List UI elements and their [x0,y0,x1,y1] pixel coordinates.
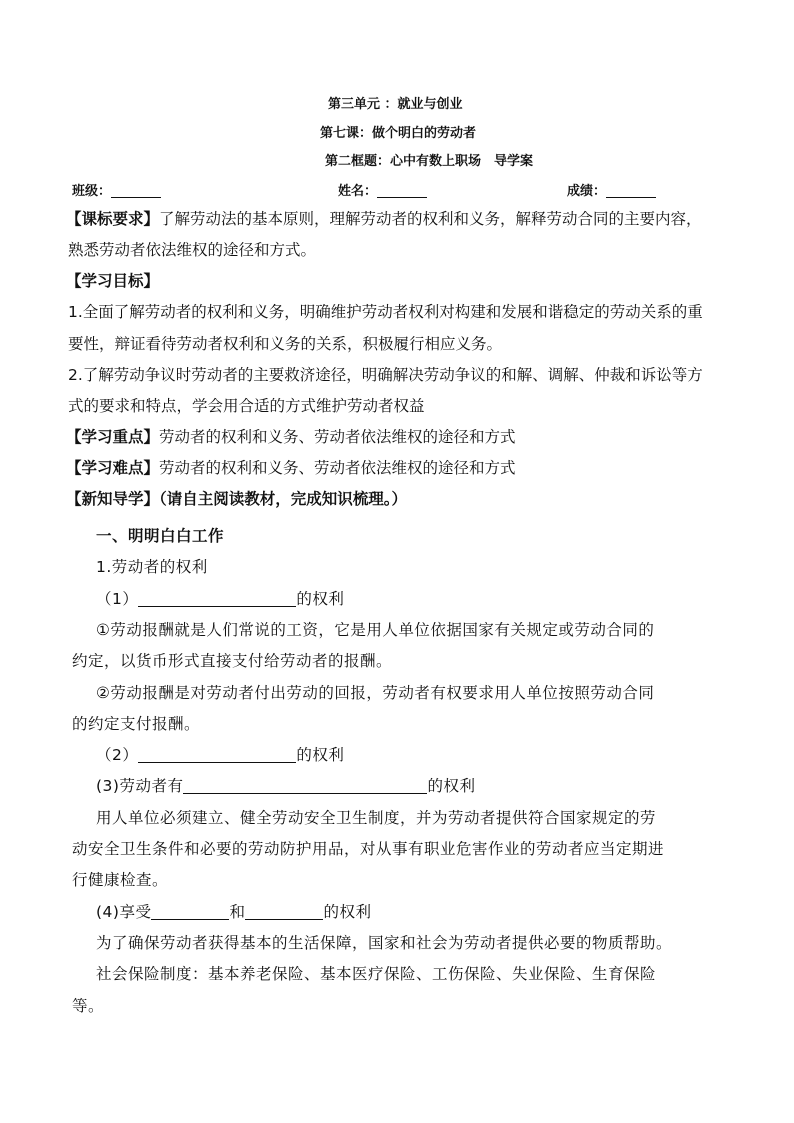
goal-1-line-2: 要性，辩证看待劳动者权利和义务的关系，积极履行相应义务。 [68,335,503,353]
new-knowledge [66,489,407,509]
fill-item-3-suffix: 的权利 [427,777,476,795]
paragraph-3-line-1: 用人单位必须建立、健全劳动安全卫生制度，并为劳动者提供符合国家规定的劳 [96,809,657,827]
fill-item-2-suffix: 的权利 [296,746,345,764]
paragraph-2-line-1: ②劳动报酬是对劳动者付出劳动的回报，劳动者有权要求用人单位按照劳动合同 [96,684,655,702]
new-knowledge-text: （请自主阅读教材，完成知识梳理。） [159,490,408,508]
fill-item-3-prefix: (3)劳动者有 [96,777,184,795]
fill-item-4-blank-1[interactable] [151,903,229,920]
score-field [567,181,656,202]
goal-2-line-1: 2.了解劳动争议时劳动者的主要救济途径，明确解决劳动争议的和解、调解、仲裁和诉讼等方 [68,366,703,384]
fill-item-2 [96,745,344,765]
new-knowledge-label: 【新知导学】 [66,490,160,508]
paragraph-5-line-1: 社会保险制度：基本养老保险、基本医疗保险、工伤保险、失业保险、生育保险 [96,965,657,983]
class-label: 班级： [72,184,112,199]
subsection-title: 1.劳动者的权利 [96,558,208,576]
goal-1-line-1: 1.全面了解劳动者的权利和义务，明确维护劳动者权利对构建和发展和谐稳定的劳动关系的重 [68,303,703,321]
fill-item-4-suffix: 的权利 [323,903,372,921]
class-blank[interactable] [111,181,161,198]
fill-item-3 [96,776,475,796]
fill-item-4-blank-2[interactable] [245,903,323,920]
requirement-label: 【课标要求】 [66,210,160,228]
goal-2-line-2: 式的要求和特点，学会用合适的方式维护劳动者权益 [68,397,425,415]
frame-title: 第二框题：心中有数上职场 导学案 [325,154,534,169]
key-points [66,427,516,447]
score-blank[interactable] [606,181,656,198]
requirement-line-1 [66,209,702,229]
class-field [72,181,161,202]
fill-item-2-blank[interactable] [138,746,296,763]
unit-title: 第三单元 ：就业与创业 [328,97,463,112]
lesson-title: 第七课：做个明白的劳动者 [320,126,477,141]
paragraph-1-line-1: ①劳动报酬就是人们常说的工资，它是用人单位依据国家有关规定或劳动合同的 [96,621,655,639]
goals-label: 【学习目标】 [66,272,160,290]
fill-item-1-suffix: 的权利 [296,590,345,608]
fill-item-2-prefix: （2） [96,746,139,764]
name-blank[interactable] [377,181,427,198]
fill-item-4-mid: 和 [229,903,246,921]
paragraph-4: 为了确保劳动者获得基本的生活保障，国家和社会为劳动者提供必要的物质帮助。 [96,934,673,952]
name-label: 姓名： [338,184,378,199]
fill-item-1-prefix: （1） [96,590,139,608]
difficult-points [66,458,516,478]
requirement-text-1: 了解劳动法的基本原则，理解劳动者的权利和义务，解释劳动合同的主要内容， [159,210,702,228]
section-title: 一、明明白白工作 [96,527,225,545]
paragraph-3-line-3: 行健康检查。 [72,871,169,889]
key-points-text: 劳动者的权利和义务、劳动者依法维权的途径和方式 [159,428,516,446]
fill-item-1 [96,589,344,609]
paragraph-2-line-2: 的约定支付报酬。 [72,715,201,733]
fill-item-4 [96,902,372,922]
key-points-label: 【学习重点】 [66,428,160,446]
fill-item-3-blank[interactable] [183,777,427,794]
paragraph-3-line-2: 动安全卫生条件和必要的劳动防护用品，对从事有职业危害作业的劳动者应当定期进 [72,840,665,858]
fill-item-4-prefix: (4)享受 [96,903,152,921]
score-label: 成绩： [567,184,607,199]
difficult-points-label: 【学习难点】 [66,459,160,477]
difficult-points-text: 劳动者的权利和义务、劳动者依法维权的途径和方式 [159,459,516,477]
fill-item-1-blank[interactable] [138,590,296,607]
paragraph-1-line-2: 约定，以货币形式直接支付给劳动者的报酬。 [72,652,393,670]
requirement-text-2: 熟悉劳动者依法维权的途径和方式。 [68,241,317,259]
paragraph-5-line-2: 等。 [72,997,105,1015]
name-field [338,181,427,202]
